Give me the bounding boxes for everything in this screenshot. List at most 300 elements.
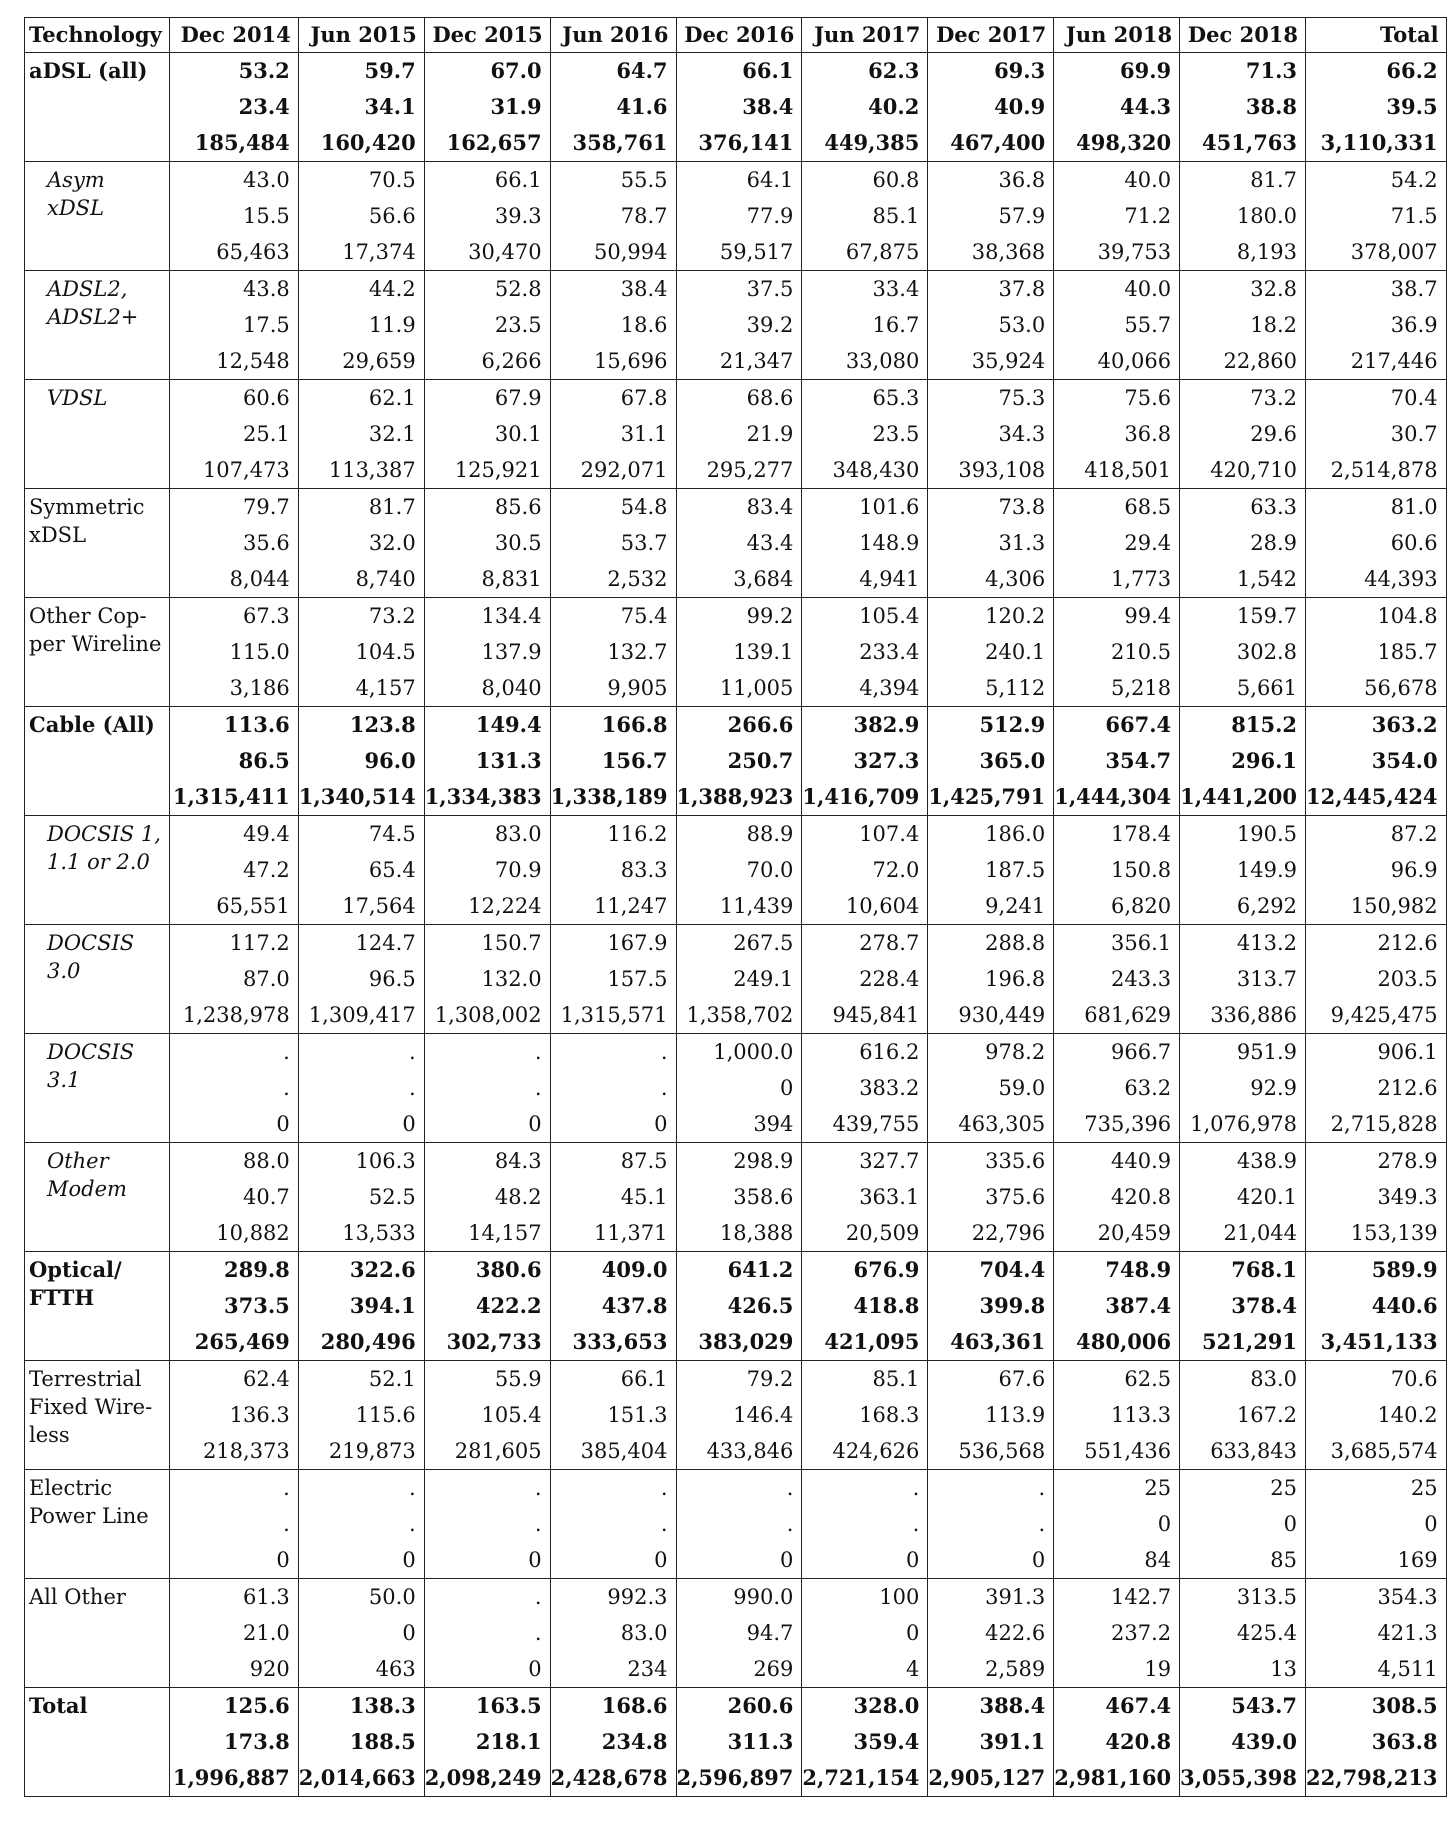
cell-value: 1,996,887 [172,1765,290,1790]
data-cell [298,1470,424,1579]
cell-value: 25 [1270,1476,1298,1500]
cell-value: 67.3 [243,604,290,628]
cell-value: 234 [627,1657,668,1681]
cell-value: 70.5 [368,168,416,192]
data-cell [1306,380,1447,489]
column-header: Dec 2017 [928,18,1054,53]
cell-value: 84 [1144,1548,1172,1572]
cell-value: 11,247 [594,894,668,918]
cell-value: 65,463 [216,240,290,264]
cell-value: 3,684 [733,567,794,591]
cell-value: 0 [276,1112,290,1136]
column-header: Dec 2018 [1180,18,1306,53]
cell-value: 978.2 [985,1040,1046,1064]
cell-value: 363.2 [1371,712,1438,737]
data-cell [169,1579,298,1688]
data-cell [1054,489,1180,598]
cell-value: 418,501 [1084,458,1172,482]
cell-value: . [409,1476,416,1500]
cell-value: 59.7 [364,58,416,83]
cell-value: 363.8 [1371,1729,1438,1754]
cell-value: 21.0 [243,1621,290,1645]
cell-value: 425.4 [1236,1621,1298,1645]
cell-value: 52.5 [368,1185,416,1209]
cell-value: 39,753 [1097,240,1172,264]
cell-value: 333,653 [572,1329,668,1354]
cell-value: . [283,1476,290,1500]
cell-value: 393,108 [958,458,1046,482]
cell-value: 115.6 [355,1403,416,1427]
data-cell [424,1688,550,1797]
cell-value: . [786,1476,794,1500]
data-cell [802,53,928,162]
data-cell [676,1688,802,1797]
data-cell [1306,1252,1447,1361]
cell-value: 105.4 [859,604,920,628]
data-cell [1306,816,1447,925]
data-cell [424,1252,550,1361]
cell-value: 295,277 [706,458,794,482]
cell-value: 336,886 [1210,1003,1298,1027]
cell-value: 0 [654,1112,668,1136]
cell-value: 162,657 [446,130,542,155]
data-cell [424,1143,550,1252]
data-cell [424,707,550,816]
cell-value: 906.1 [1377,1040,1438,1064]
cell-value: 6,820 [1111,894,1172,918]
data-cell [1306,1034,1447,1143]
cell-value: 12,224 [468,894,542,918]
cell-value: 43.0 [243,168,290,192]
cell-value: 29,659 [342,349,416,373]
cell-value: 8,040 [481,676,542,700]
cell-value: 72.0 [872,858,920,882]
cell-value: 3,685,574 [1330,1439,1438,1463]
cell-value: 302.8 [1236,640,1298,664]
cell-value: . [534,1585,542,1609]
cell-value: 373.5 [224,1293,290,1318]
cell-value: 18.6 [620,313,668,337]
data-cell [1306,707,1447,816]
cell-value: 0 [1424,1512,1438,1536]
column-header: Dec 2016 [676,18,802,53]
cell-value: 37.5 [746,277,794,301]
data-cell [802,1034,928,1143]
data-cell [550,1361,676,1470]
cell-value: 53.2 [238,58,290,83]
cell-value: . [660,1512,668,1536]
data-cell [928,380,1054,489]
data-cell [169,1252,298,1361]
cell-value: 391.3 [985,1585,1046,1609]
data-cell [676,1034,802,1143]
cell-value: 354.3 [1377,1585,1438,1609]
cell-value: 234.8 [601,1729,668,1754]
cell-value: 67.0 [490,58,542,83]
cell-value: 99.4 [1124,604,1172,628]
data-cell [928,271,1054,380]
cell-value: 188.5 [349,1729,416,1754]
cell-value: 467,400 [950,130,1046,155]
cell-value: 498,320 [1076,130,1172,155]
data-cell [802,162,928,271]
cell-value: 136.3 [229,1403,290,1427]
data-cell [802,1143,928,1252]
data-cell [802,1688,928,1797]
cell-value: 187.5 [985,858,1046,882]
cell-value: 9,241 [985,894,1046,918]
cell-value: 437.8 [601,1293,668,1318]
cell-value: 2,981,160 [1054,1765,1172,1790]
data-cell [802,598,928,707]
cell-value: 354.0 [1371,748,1438,773]
data-cell [550,1470,676,1579]
cell-value: 387.4 [1105,1293,1172,1318]
cell-value: . [660,1476,668,1500]
cell-value: 41.6 [616,94,668,119]
cell-value: 125.6 [224,1693,290,1718]
data-cell [928,1143,1054,1252]
cell-value: 1,076,978 [1190,1112,1298,1136]
cell-value: 156.7 [601,748,668,773]
data-cell [676,162,802,271]
cell-value: 4,511 [1377,1657,1438,1681]
cell-value: 9,905 [607,676,668,700]
cell-value: 149.4 [475,712,542,737]
cell-value: 1,358,702 [686,1003,794,1027]
cell-value: 148.9 [859,531,920,555]
cell-value: 81.7 [368,495,416,519]
cell-value: 11,005 [719,676,794,700]
data-cell [676,707,802,816]
data-cell [676,489,802,598]
cell-value: 54.8 [620,495,668,519]
cell-value: 25 [1144,1476,1172,1500]
data-cell [928,1361,1054,1470]
cell-value: 5,112 [985,676,1046,700]
row-label: aDSL (all) [25,53,170,162]
cell-value: 382.9 [853,712,920,737]
cell-value: 363.1 [859,1185,920,1209]
cell-value: 467.4 [1105,1693,1172,1718]
cell-value: 440.9 [1111,1149,1172,1173]
cell-value: 383.2 [859,1076,920,1100]
cell-value: 30.7 [1390,422,1438,446]
data-cell [1054,380,1180,489]
data-cell [424,1579,550,1688]
data-cell [676,53,802,162]
data-cell [676,1143,802,1252]
cell-value: 0 [905,1621,920,1645]
cell-value: 44.3 [1119,94,1172,119]
table-row [25,1143,1447,1252]
cell-value: 335.6 [985,1149,1046,1173]
cell-value: 424,626 [832,1439,920,1463]
cell-value: 394 [753,1112,794,1136]
cell-value: 64.7 [616,58,668,83]
cell-value: 104.5 [355,640,416,664]
cell-value: 394.1 [349,1293,416,1318]
cell-value: 55.5 [620,168,668,192]
cell-value: 96.0 [364,748,416,773]
cell-value: 21,347 [719,349,794,373]
cell-value: 2,596,897 [676,1765,794,1790]
data-cell [550,271,676,380]
cell-value: 150,982 [1350,894,1438,918]
data-cell [424,816,550,925]
cell-value: 40.9 [994,94,1046,119]
cell-value: 132.7 [607,640,668,664]
cell-value: 815.2 [1231,712,1298,737]
cell-value: 159.7 [1236,604,1298,628]
cell-value: 17.5 [243,313,290,337]
cell-value: 87.5 [620,1149,668,1173]
cell-value: 106.3 [355,1149,416,1173]
cell-value: 920 [249,1657,290,1681]
data-cell [424,489,550,598]
cell-value: 60.8 [872,168,920,192]
cell-value: 589.9 [1371,1257,1438,1282]
cell-value: 10,604 [845,894,920,918]
cell-value: 59.0 [998,1076,1046,1100]
data-cell [1180,707,1306,816]
cell-value: 178.4 [1111,822,1172,846]
cell-value: . [534,1040,542,1064]
cell-value: 86.5 [238,748,290,773]
cell-value: 44.2 [368,277,416,301]
cell-value: 1,315,571 [560,1003,668,1027]
data-cell [550,1143,676,1252]
data-cell [298,816,424,925]
cell-value: 348,430 [832,458,920,482]
data-cell [1180,1034,1306,1143]
cell-value: 250.7 [727,748,794,773]
cell-value: 0 [402,1548,416,1572]
cell-value: 1,308,002 [434,1003,542,1027]
cell-value: 131.3 [475,748,542,773]
cell-value: 63.3 [1250,495,1298,519]
data-cell [169,271,298,380]
cell-value: 633,843 [1210,1439,1298,1463]
data-cell [928,925,1054,1034]
cell-value: 77.9 [746,204,794,228]
data-cell [1180,816,1306,925]
cell-value: 94.7 [746,1621,794,1645]
cell-value: . [283,1076,290,1100]
cell-value: 34.1 [364,94,416,119]
data-cell [676,1579,802,1688]
cell-value: 20,459 [1097,1221,1172,1245]
cell-value: 62.1 [368,386,416,410]
cell-value: 249.1 [733,967,794,991]
row-label: Cable (All) [25,707,170,816]
cell-value: 49.4 [243,822,290,846]
cell-value: 85.6 [494,495,542,519]
data-cell [802,707,928,816]
cell-value: 85.1 [872,204,920,228]
cell-value: 1,425,791 [928,784,1046,809]
data-cell [550,1688,676,1797]
row-label: Total [25,1688,170,1797]
cell-value: 945,841 [832,1003,920,1027]
data-cell [298,1688,424,1797]
cell-value: 349.3 [1377,1185,1438,1209]
cell-value: 438.9 [1236,1149,1298,1173]
cell-value: 54.2 [1390,168,1438,192]
cell-value: 37.8 [998,277,1046,301]
cell-value: 278.7 [859,931,920,955]
cell-value: 0 [1283,1512,1298,1536]
cell-value: 169 [1397,1548,1438,1572]
cell-value: 73.2 [1250,386,1298,410]
row-label: Optical/ FTTH [25,1252,170,1361]
row-label: Asym xDSL [25,162,170,271]
table-row [25,53,1447,162]
data-cell [928,1252,1054,1361]
data-cell [550,489,676,598]
cell-value: 56,678 [1364,676,1438,700]
cell-value: 0 [528,1112,542,1136]
cell-value: 0 [1031,1548,1046,1572]
data-cell [550,380,676,489]
cell-value: 4,394 [859,676,920,700]
cell-value: 12,445,424 [1306,784,1438,809]
data-cell [550,816,676,925]
data-cell [1054,1034,1180,1143]
cell-value: 101.6 [859,495,920,519]
cell-value: 512.9 [979,712,1046,737]
cell-value: 266.6 [727,712,794,737]
cell-value: 23.5 [872,422,920,446]
cell-value: 83.0 [494,822,542,846]
data-cell [298,707,424,816]
data-cell [928,816,1054,925]
data-cell [550,707,676,816]
cell-value: 71.5 [1390,204,1438,228]
cell-value: 422.6 [985,1621,1046,1645]
table-row [25,598,1447,707]
cell-value: 88.0 [243,1149,290,1173]
cell-value: 56.6 [368,204,416,228]
cell-value: 105.4 [481,1403,542,1427]
cell-value: 70.9 [494,858,542,882]
cell-value: 376,141 [698,130,794,155]
cell-value: 409.0 [601,1257,668,1282]
cell-value: 64.1 [746,168,794,192]
cell-value: 40,066 [1097,349,1172,373]
cell-value: 6,292 [1236,894,1298,918]
data-cell [1054,598,1180,707]
cell-value: 36.8 [1124,422,1172,446]
data-cell [550,162,676,271]
cell-value: 0 [654,1548,668,1572]
cell-value: 47.2 [243,858,290,882]
data-cell [1054,1252,1180,1361]
cell-value: 1,000.0 [713,1040,794,1064]
cell-value: 536,568 [958,1439,1046,1463]
cell-value: 69.3 [994,58,1046,83]
cell-value: 57.9 [998,204,1046,228]
data-cell [424,1034,550,1143]
cell-value: 413.2 [1236,931,1298,955]
cell-value: 278.9 [1377,1149,1438,1173]
cell-value: 2,514,878 [1330,458,1438,482]
cell-value: 123.8 [349,712,416,737]
cell-value: 33.4 [872,277,920,301]
table-row [25,1470,1447,1579]
data-cell [1180,271,1306,380]
cell-value: 543.7 [1231,1693,1298,1718]
cell-value: 40.7 [243,1185,290,1209]
data-cell [1054,1579,1180,1688]
cell-value: 4 [905,1657,920,1681]
data-cell [550,53,676,162]
data-cell [1054,1143,1180,1252]
data-cell [676,1252,802,1361]
cell-value: 1,444,304 [1054,784,1172,809]
cell-value: 30.1 [494,422,542,446]
data-cell [802,271,928,380]
data-cell [1054,1470,1180,1579]
cell-value: 328.0 [853,1693,920,1718]
cell-value: 4,306 [985,567,1046,591]
cell-value: 160,420 [320,130,416,155]
cell-value: 681,629 [1084,1003,1172,1027]
cell-value: 676.9 [853,1257,920,1282]
cell-value: 151.3 [607,1403,668,1427]
cell-value: 420.8 [1111,1185,1172,1209]
cell-value: 138.3 [349,1693,416,1718]
cell-value: 14,157 [468,1221,542,1245]
table-header [25,18,1447,53]
cell-value: 113.6 [224,712,290,737]
cell-value: 115.0 [229,640,290,664]
cell-value: 0 [276,1548,290,1572]
cell-value: 327.7 [859,1149,920,1173]
cell-value: 2,428,678 [550,1765,668,1790]
cell-value: 951.9 [1236,1040,1298,1064]
cell-value: 38.4 [620,277,668,301]
cell-value: 43.4 [746,531,794,555]
table-row [25,380,1447,489]
cell-value: 426.5 [727,1293,794,1318]
cell-value: 125,921 [454,458,542,482]
data-cell [1180,1361,1306,1470]
data-cell [169,598,298,707]
cell-value: 265,469 [194,1329,290,1354]
cell-value: 28.9 [1250,531,1298,555]
cell-value: 218,373 [202,1439,290,1463]
cell-value: 69.9 [1119,58,1172,83]
cell-value: 132.0 [481,967,542,991]
cell-value: 667.4 [1105,712,1172,737]
cell-value: 18.2 [1250,313,1298,337]
cell-value: 168.3 [859,1403,920,1427]
cell-value: 113.9 [985,1403,1046,1427]
data-cell [550,598,676,707]
cell-value: 463,361 [950,1329,1046,1354]
cell-value: 17,374 [342,240,416,264]
data-cell [169,1688,298,1797]
cell-value: 421.3 [1377,1621,1438,1645]
cell-value: 168.6 [601,1693,668,1718]
cell-value: 10,882 [216,1221,290,1245]
data-cell [169,489,298,598]
cell-value: 21.9 [746,422,794,446]
cell-value: 36.9 [1390,313,1438,337]
data-cell [169,925,298,1034]
column-header: Dec 2015 [424,18,550,53]
